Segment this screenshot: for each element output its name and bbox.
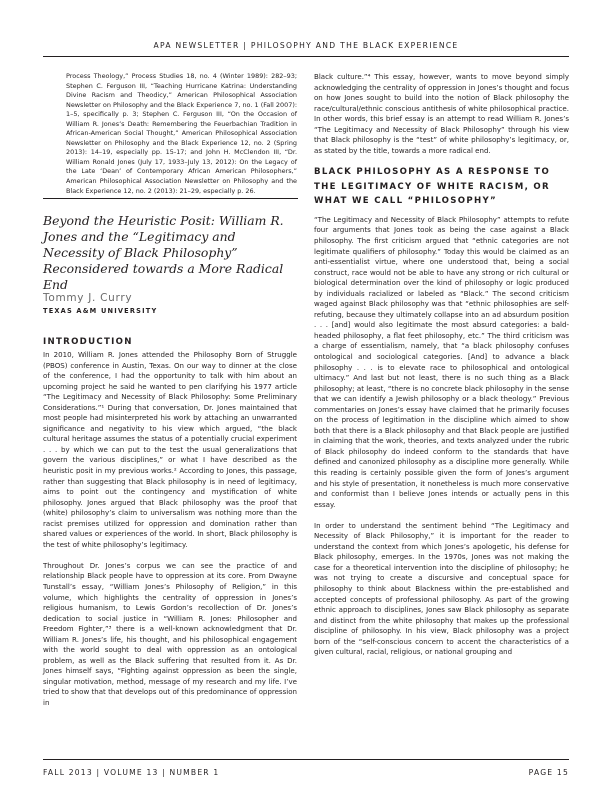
endnote-continuation: [66, 72, 297, 196]
right-column-body: [314, 72, 569, 658]
author-affiliation: TEXAS A&M UNIVERSITY: [43, 307, 158, 315]
article-title: Beyond the Heuristic Posit: William R. Jones and the “Legitimacy and Necessity of Black Philosophy” Reconsidered towards a More Radical End: [43, 213, 284, 293]
left-column-body: [43, 350, 297, 709]
intro-heading: INTRODUCTION: [43, 337, 133, 347]
running-header: APA NEWSLETTER | PHILOSOPHY AND THE BLACK EXPERIENCE: [153, 41, 459, 50]
right-paragraph-1: Black culture.”⁴ This essay, however, wants to move beyond simply acknowledging the centrality of oppression in Jones’s thought and focus on how Jones sought to build into the notion of Black philosophy the race/cultural/ethnic conscious antithesis of white philosophical practice. In other words, this brief essay is an attempt to read William R. Jones’s “The Legitimacy and Necessity of Black Philosophy” through his view that Black philosophy is the “test” of white philosophy’s legitimacy, or, as stated by the title, towards a more radical end.: [314, 72, 569, 155]
intro-paragraph-1: In 2010, William R. Jones attended the Philosophy Born of Struggle (PBOS) conference in Austin, Texas. On our way to dinner at the close of the conference, I had the opportunity to talk with him about an upcoming project he said he wanted to pen clarifying his 1977 article “The Legitimacy and Necessity of Black Philosophy: Some Preliminary Considerations.”¹ During that conversation, Dr. Jones maintained that most people had misinterpreted his work by attaching an unwarranted significance and negativity to his view which argued, “the black cultural heritage assumes the status of a potentially crucial experiment . . . by which we can put to the test the usual generalizations that govern the various disciplines,” or what I have described as the heuristic posit in my previous works.² According to Jones, this passage, rather than suggesting that Black philosophy is in need of legitimacy, aims to point out the contingency and mystification of white philosophy. Jones argued that Black philosophy was the proof that (white) philosophy’s claim to universalism was nothing more than the racist premises utilized for oppression and domination rather than shared values or experiences of the world. In short, Black philosophy is the test of white philosophy’s legitimacy.: [43, 350, 297, 549]
intro-paragraph-2: Throughout Dr. Jones’s corpus we can see the practice of and relationship Black people have to oppression at its core. From Dwayne Tunstall’s essay, “William Jones’s Philosophy of Religion,” in this volume, which highlights the centrality of oppression in Jones’s religious humanism, to Lewis Gordon’s recollection of Dr. Jones’s dedication to social justice in “William R. Jones: Philosopher and Freedom Fighter,”³ there is a well-known acknowledgment that Dr. William R. Jones’s life, his thought, and his philosophical engagement with the world sought to deal with oppression as an ontological problem, as well as the Black suffering that resulted from it. As Dr. Jones himself says, “Fighting against oppression as been the single, singular motivation, method, message of my research and my life. I’ve tried to show that that develops out of this predominance of oppression in: [43, 560, 297, 707]
header-rule: [43, 56, 569, 57]
endnote-text: Process Theology,” Process Studies 18, no. 4 (Winter 1989): 282–93; Stephen C. Ferguson III, “Teaching Hurricane Katrina: Understanding Divine Racism and Theodicy,” American Philosophical Association Newsletter on Philosophy and the Black Experience 7, no. 1 (Fall 2007): 1–5, specifically p. 3; Stephen C. Ferguson III, “On the Occasion of William R. Jones’s Death: Remembering the Feuerbachian Tradition in African-American Social Thought,” American Philosophical Association Newsletter on Philosophy and the Black Experience 12, no. 2 (Spring 2013): 14–19, especially pp. 15-17; and John H. McClendon III, “Dr. William Ronald Jones (July 17, 1933–July 13, 2012): On the Legacy of the Late ‘Dean’ of Contemporary African American Philosophers,” American Philosophical Association Newsletter on Philosophy and the Black Experience 12, no. 2 (2013): 21–29, especially p. 26.: [66, 72, 297, 195]
right-paragraph-3: In order to understand the sentiment behind “The Legitimacy and Necessity of Black Philosophy,” it is important for the reader to understand the context from which Jones’s apologetic, his defense for Black philosophy, emerges. In the 1970s, Jones was not making the case for a theoretical intervention into the discipline of philosophy; he was not trying to create a discursive and conceptual space for philosophy to think about Blackness within the pre-established and accepted concepts of professional philosophy. As part of the growing ethnic approach to disciplines, Jones saw Black philosophy as separate and distinct from the white philosophy that makes up the professional discipline of philosophy. In his view, Black philosophy was a project born of the “self-conscious concern to accent the characteristics of a given cultural, racial, religious, or national grouping and: [314, 520, 569, 657]
article-divider: [43, 198, 298, 199]
footer-issue: FALL 2013 | VOLUME 13 | NUMBER 1: [43, 768, 220, 777]
section-heading: BLACK PHILOSOPHY AS A RESPONSE TO THE LEGITIMACY OF WHITE RACISM, OR WHAT WE CALL “PHILOSOPHY”: [314, 167, 551, 207]
footer-rule: [43, 759, 569, 760]
author-name: Tommy J. Curry: [43, 292, 133, 304]
right-paragraph-2: “The Legitimacy and Necessity of Black Philosophy” attempts to refute four arguments that Jones took as being the case against a Black philosophy. The first criticism argued that “ethnic categories are not legitimate qualifiers of philosophy.” Today this would be claimed as an anti-essentialist virtue, where one understood that, being a social construct, race would not be able to have any strong or rich cultural or biological determination over the kind of philosophy or logic produced by individuals racialized or labeled as “Black.” The second criticism waged against Black philosophy was that “ethnic philosophies are self-refuting, because they ultimately collapse into an ad absurdum position . . . [and] would also legitimate the most absurd categories: a bald-headed philosophy, a flat feet philosophy, etc.” The third criticism was a charge of essentialism, namely, that “a black philosophy confuses ontological and sociological categories. [And] to advance a black philosophy . . . is to elevate race to philosophical and ontological ultimacy.” And last but not least, there is no such thing as a Black philosophy; at least, “there is no concrete black philosophy in the sense that we can identify a Jewish philosophy or a black theology.” Previous commentaries on Jones’s essay have claimed that he primarily focuses on the process of legitimation in the discipline which aimed to show both that there is a Black philosophy and that Black people are justified in claiming that the work, theories, and texts analyzed under the rubric of Black philosophy do indeed conform to the standards that have defined and canonized philosophy as a discipline more generally. While this reading is certainly possible given the form of Jones’s argument and his style of presentation, it nonetheless is much more conservative and conformist than I believe Jones intends or actually pens in this essay.: [314, 214, 569, 509]
footer-page: PAGE 15: [528, 768, 569, 777]
